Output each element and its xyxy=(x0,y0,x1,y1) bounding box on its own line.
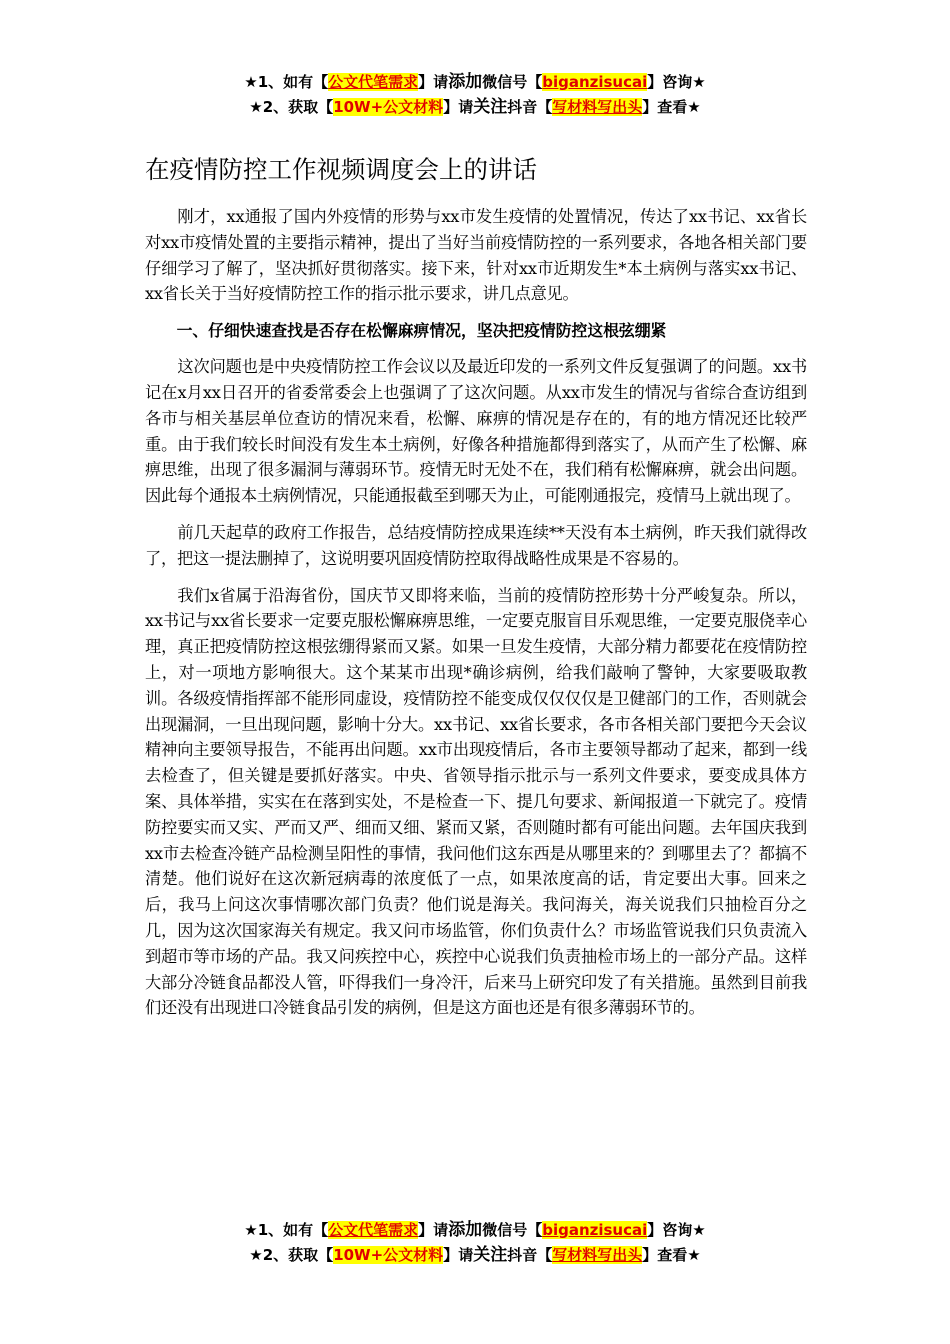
intro-paragraph: 刚才，xx通报了国内外疫情的形势与xx市发生疫情的处置情况，传达了xx书记、xx省长对xx市疫情处置的主要指示精神，提出了当好当前疫情防控的一系列要求，各地各相关部门要仔细学习了解了，坚决抓好贯彻落实。接下来，针对xx市近期发生*本土病例与落实xx书记、xx省长关于当好疫情防控工作的指示批示要求，讲几点意见。 xyxy=(145,207,807,304)
promo-highlight: 公文代笔需求 xyxy=(328,1221,419,1239)
promo-highlight: 写材料写出头 xyxy=(552,1246,643,1264)
body-paragraph: 我们x省属于沿海省份，国庆节又即将来临，当前的疫情防控形势十分严峻复杂。所以，xx书记与xx省长要求一定要克服松懈麻痹思维，一定要克服盲目乐观思维，一定要克服侥幸心理，真正把疫情防控这根弦绷得紧而又紧。如果一旦发生疫情，大部分精力都要花在疫情防控上，对一项地方影响很大。这个某某市出现*确诊病例，给我们敲响了警钟，大家要吸取教训。各级疫情指挥部不能形同虚设，疫情防控不能变成仅仅仅仅是卫健部门的工作，否则就会出现漏洞，一旦出现问题，影响十分大。xx书记、xx省长要求，各市各相关部门要把今天会议精神向主要领导报告，不能再出问题。xx市出现疫情后，各市主要领导都动了起来，都到一线去检查了，但关键是要抓好落实。中央、省领导指示批示与一系列文件要求，要变成具体方案、具体举措，实实在在落到实处，不是检查一下、提几句要求、新闻报道一下就完了。疫情防控要实而又实、严而又严、细而又细、紧而又紧，否则随时都有可能出问题。去年国庆我到xx市去检查冷链产品检测呈阳性的事情，我问他们这东西是从哪里来的？到哪里去了？都搞不清楚。他们说好在这次新冠病毒的浓度低了一点，如果浓度高的话，肯定要出大事。回来之后，我马上问这次事情哪次部门负责？他们说是海关。我问海关，海关说我们只抽检百分之几，因为这次国家海关有规定。我又问市场监管，你们负责什么？市场监管说我们只负责流入到超市等市场的产品。我又问疾控中心，疾控中心说我们负责抽检市场上的一部分产品。这样大部分冷链食品都没人管，吓得我们一身冷汗，后来马上研究印发了有关措施。虽然到目前我们还没有出现进口冷链食品引发的病例，但是这方面也还是有很多薄弱环节的。 xyxy=(145,585,807,1018)
promo-text: 】咨询★ xyxy=(647,1221,706,1239)
promo-line-2 xyxy=(0,95,950,120)
promo-highlight: 写材料写出头 xyxy=(552,98,643,116)
body-paragraph: 前几天起草的政府工作报告，总结疫情防控成果连续**天没有本土病例，昨天我们就得改了，把这一提法删掉了，这说明要巩固疫情防控取得战略性成果是不容易的。 xyxy=(145,522,807,568)
promo-text: 】咨询★ xyxy=(647,73,706,91)
promo-text: ★2、获取【 xyxy=(249,98,334,116)
promo-text: 抖音【 xyxy=(507,98,553,116)
promo-text: 】查看★ xyxy=(642,1246,701,1264)
promo-text: 】请 xyxy=(443,98,474,116)
document-body xyxy=(145,148,807,1032)
document-title: 在疫情防控工作视频调度会上的讲话 xyxy=(145,155,537,184)
promo-text: 微信号【 xyxy=(482,1221,543,1239)
promo-line-1 xyxy=(0,70,950,95)
promo-emphasis: 添加 xyxy=(448,72,483,92)
promo-banner-top xyxy=(0,70,950,120)
promo-highlight: 10W+公文材料 xyxy=(333,1246,444,1264)
promo-text: ★2、获取【 xyxy=(249,1246,334,1264)
body-paragraph: 这次问题也是中央疫情防控工作会议以及最近印发的一系列文件反复强调了的问题。xx书记在x月xx日召开的省委常委会上也强调了了这次问题。从xx市发生的情况与省综合查访组到各市与相关基层单位查访的情况来看，松懈、麻痹的情况是存在的，有的地方情况还比较严重。由于我们较长时间没有发生本土病例，好像各种措施都得到落实了，从而产生了松懈、麻痹思维，出现了很多漏洞与薄弱环节。疫情无时无处不在，我们稍有松懈麻痹，就会出问题。因此每个通报本土病例情况，只能通报截至到哪天为止，可能刚通报完，疫情马上就出现了。 xyxy=(145,357,807,506)
promo-line-1 xyxy=(0,1218,950,1243)
promo-text: 】请 xyxy=(443,1246,474,1264)
promo-emphasis: 关注 xyxy=(473,1245,508,1265)
promo-text: 】请 xyxy=(418,1221,449,1239)
section-heading: 一、仔细快速查找是否存在松懈麻痹情况，坚决把疫情防控这根弦绷紧 xyxy=(176,321,667,341)
promo-highlight: 10W+公文材料 xyxy=(333,98,444,116)
promo-line-2 xyxy=(0,1243,950,1268)
promo-text: ★1、如有【 xyxy=(244,73,329,91)
promo-banner-bottom xyxy=(0,1218,950,1268)
promo-text: 】请 xyxy=(418,73,449,91)
promo-text: 】查看★ xyxy=(642,98,701,116)
promo-highlight: biganzisucai xyxy=(542,1221,648,1239)
promo-emphasis: 添加 xyxy=(448,1220,483,1240)
promo-text: 抖音【 xyxy=(507,1246,553,1264)
promo-emphasis: 关注 xyxy=(473,97,508,117)
promo-text: ★1、如有【 xyxy=(244,1221,329,1239)
promo-text: 微信号【 xyxy=(482,73,543,91)
promo-highlight: biganzisucai xyxy=(542,73,648,91)
promo-highlight: 公文代笔需求 xyxy=(328,73,419,91)
